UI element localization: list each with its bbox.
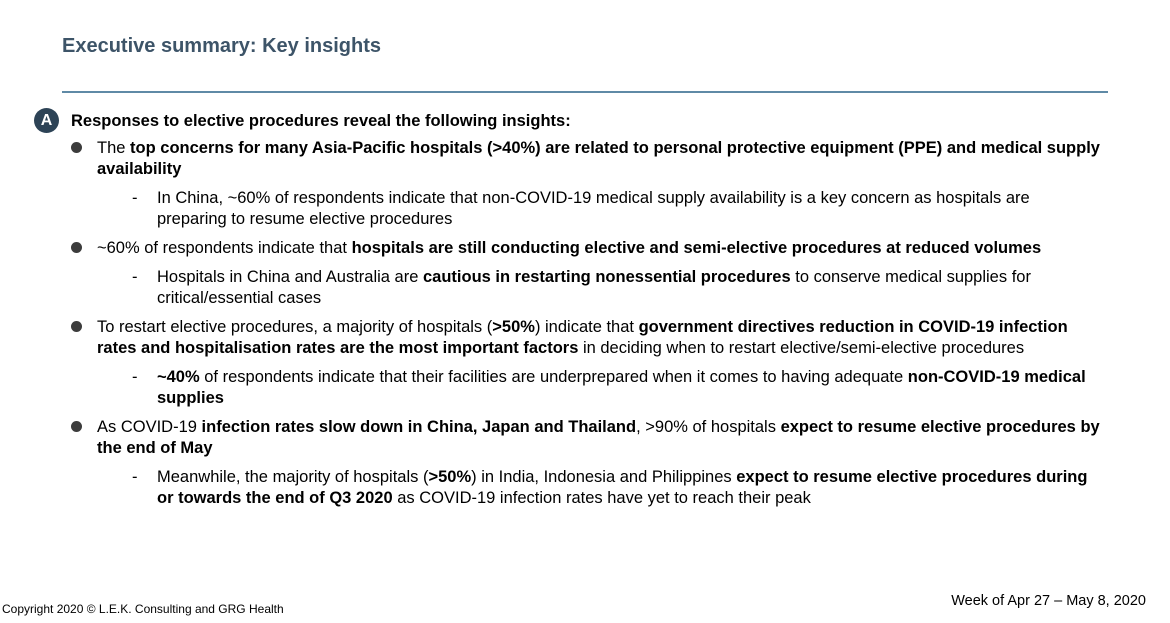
bullet-icon	[71, 242, 82, 253]
list-item	[70, 317, 1100, 409]
text: As COVID-19	[97, 418, 202, 436]
text: To restart elective procedures, a majority of hospitals (	[97, 318, 493, 336]
sub-item	[97, 188, 1100, 230]
bold-text: infection rates slow down in China, Japan and Thailand	[201, 418, 637, 436]
text: In China, ~60% of respondents indicate that non-COVID-19 medical supply availability is a key concern as hospitals are preparing to resume elective procedures	[157, 189, 1030, 228]
text: , >90% of hospitals	[636, 418, 781, 436]
text: ~60% of respondents indicate that	[97, 239, 352, 257]
bold-text: expect to resume elective procedures during or towards the end of Q3 2020	[157, 468, 1088, 507]
text: ) indicate that	[534, 318, 639, 336]
text: ) in India, Indonesia and Philippines	[471, 468, 737, 486]
dash-icon: -	[132, 368, 138, 386]
date-range: Week of Apr 27 – May 8, 2020	[951, 593, 1146, 609]
sub-item	[97, 267, 1100, 309]
text: Hospitals in China and Australia are	[157, 268, 423, 286]
text: The	[97, 139, 131, 157]
bold-text: hospitals are still conducting elective and semi-elective procedures at reduced volumes	[351, 239, 1042, 257]
bold-text: >50%	[428, 468, 472, 486]
text: as COVID-19 infection rates have yet to reach their peak	[392, 489, 811, 507]
list-item	[70, 238, 1100, 309]
section-badge: A	[34, 108, 59, 133]
text: Meanwhile, the majority of hospitals (	[157, 468, 429, 486]
sub-item	[97, 467, 1100, 509]
insights-list	[70, 138, 1100, 517]
bold-text: ~40%	[157, 368, 200, 386]
text: of respondents indicate that their facilities are underprepared when it comes to having adequate	[199, 368, 908, 386]
dash-icon: -	[132, 468, 138, 486]
copyright-notice: Copyright 2020 © L.E.K. Consulting and GRG Health	[2, 602, 284, 616]
dash-icon: -	[132, 189, 138, 207]
sub-item	[97, 367, 1100, 409]
bullet-icon	[71, 321, 82, 332]
bold-text: >50%	[492, 318, 535, 336]
bold-text: top concerns for many Asia-Pacific hospitals (>40%) are related to personal protective equipment (PPE) and medical supply availability	[97, 139, 1100, 178]
page-title: Executive summary: Key insights	[62, 35, 382, 57]
bold-text: government directives reduction in COVID-19 infection rates and hospitalisation rates are the most important factors	[97, 318, 1068, 357]
bullet-icon	[71, 142, 82, 153]
bullet-icon	[71, 421, 82, 432]
bold-text: non-COVID-19 medical supplies	[157, 368, 1086, 407]
section-intro: Responses to elective procedures reveal the following insights:	[71, 112, 571, 130]
text: to conserve medical supplies for critical/essential cases	[157, 268, 1031, 307]
list-item	[70, 138, 1100, 230]
title-divider	[62, 91, 1108, 93]
dash-icon: -	[132, 268, 138, 286]
list-item	[70, 417, 1100, 509]
bold-text: expect to resume elective procedures by the end of May	[97, 418, 1100, 457]
bold-text: cautious in restarting nonessential procedures	[422, 268, 791, 286]
text: in deciding when to restart elective/semi-elective procedures	[578, 339, 1025, 357]
